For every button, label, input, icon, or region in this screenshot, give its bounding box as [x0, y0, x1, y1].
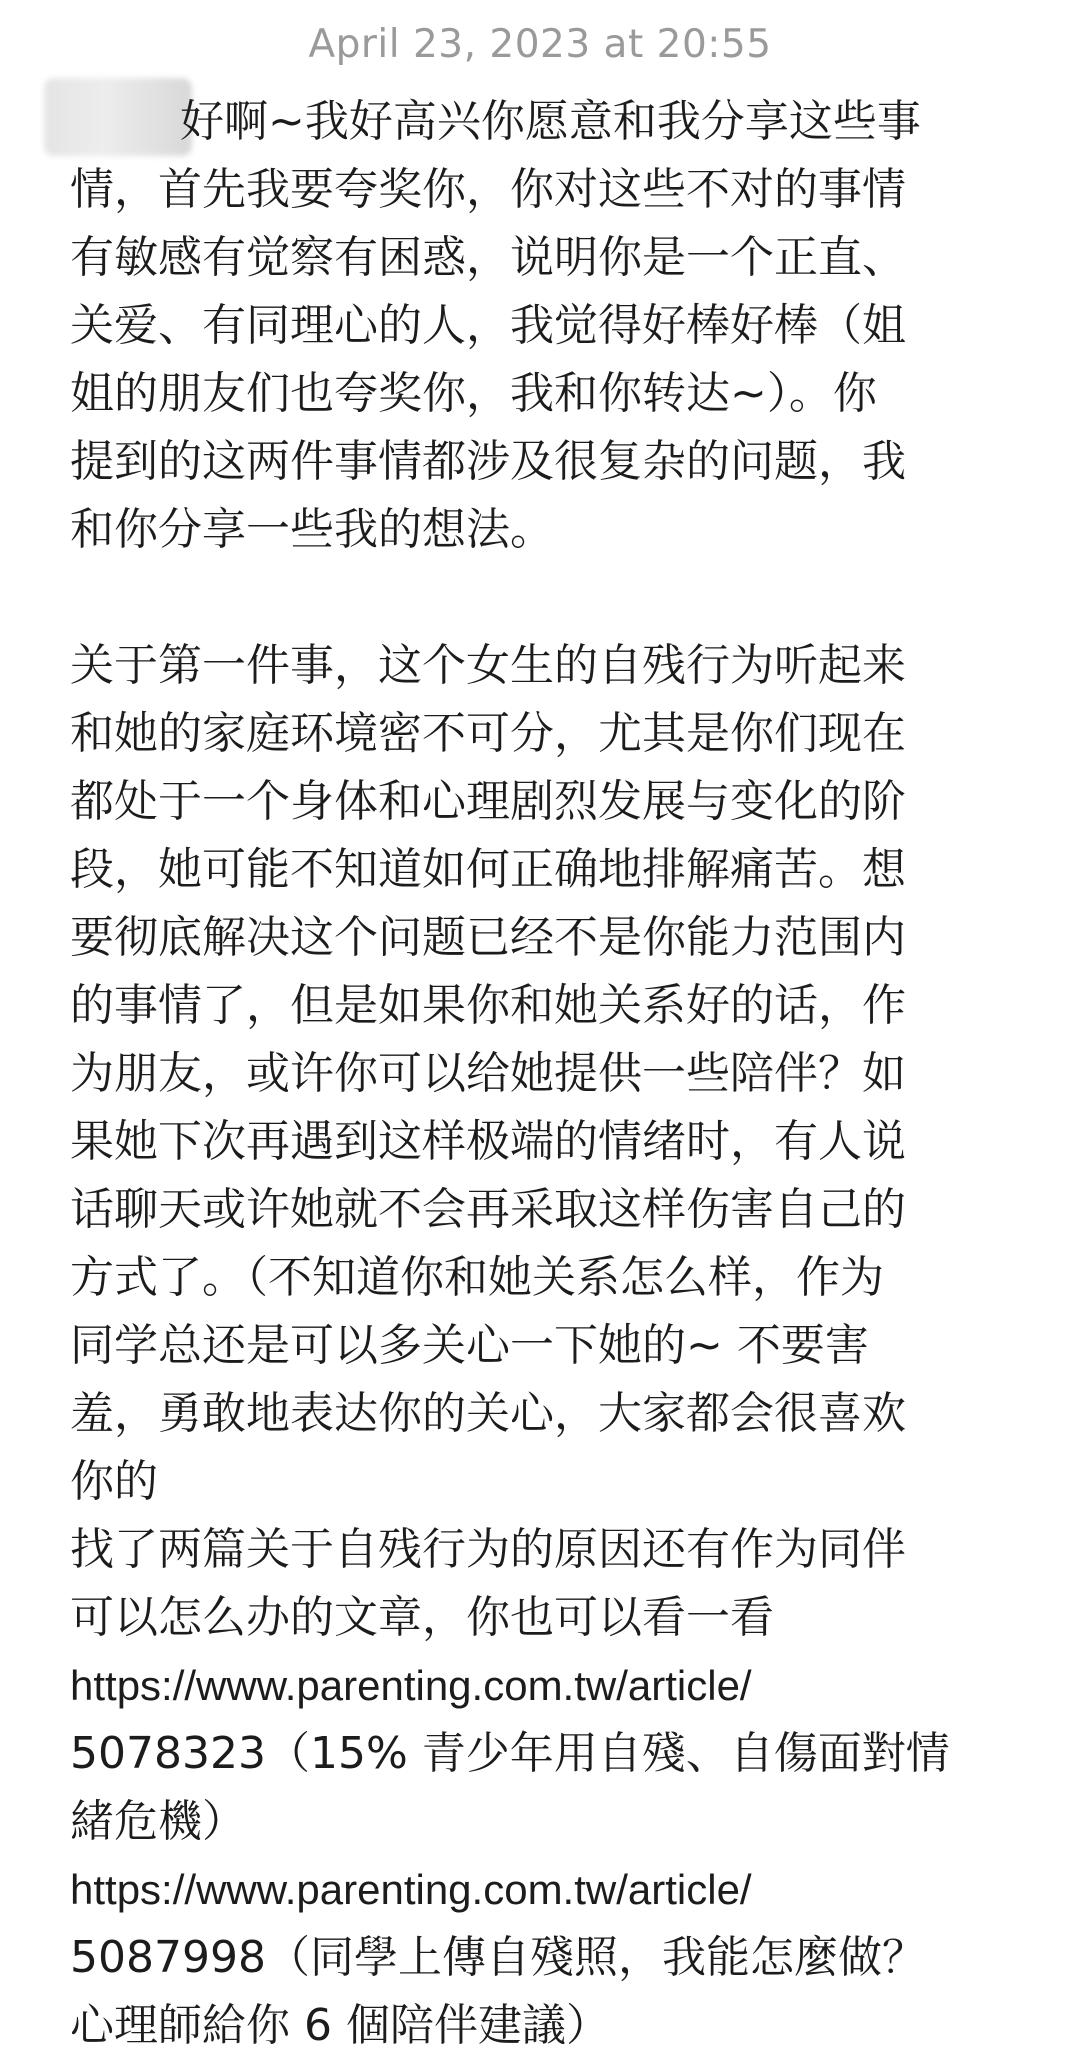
message-line: 段，她可能不知道如何正确地排解痛苦。想 [70, 844, 906, 895]
message-line: 方式了。（不知道你和她关系怎么样，作为 [70, 1252, 884, 1303]
message-timestamp: April 23, 2023 at 20:55 [308, 22, 772, 67]
message-body [70, 88, 1010, 2060]
message-line: 为朋友，或许你可以给她提供一些陪伴？如 [70, 1048, 906, 1099]
message-line: 姐的朋友们也夸奖你，我和你转达~）。你 [70, 368, 877, 419]
article-link-1[interactable]: https://www.parenting.com.tw/article/ [70, 1662, 752, 1709]
message-line: 5078323（15% 青少年用自殘、自傷面對情 [70, 1728, 950, 1779]
message-line: 提到的这两件事情都涉及很复杂的问题，我 [70, 436, 906, 487]
message-line: 可以怎么办的文章，你也可以看一看 [70, 1592, 774, 1643]
message-line: 同学总还是可以多关心一下她的~ 不要害 [70, 1320, 869, 1371]
message-line: 话聊天或许她就不会再采取这样伤害自己的 [70, 1184, 906, 1235]
message-line: 5087998（同學上傳自殘照，我能怎麼做？ [70, 1932, 926, 1983]
message-line: 心理師給你 6 個陪伴建議） [70, 2000, 610, 2051]
message-line: 你的 [70, 1456, 158, 1507]
message-line: 好啊~我好高兴你愿意和我分享这些事 [180, 96, 921, 147]
message-line: 都处于一个身体和心理剧烈发展与变化的阶 [70, 776, 906, 827]
message-line: 有敏感有觉察有困惑，说明你是一个正直、 [70, 232, 906, 283]
message-line: 情，首先我要夸奖你，你对这些不对的事情 [70, 164, 906, 215]
message-line: 的事情了，但是如果你和她关系好的话，作 [70, 980, 906, 1031]
message-line: 找了两篇关于自残行为的原因还有作为同伴 [70, 1524, 906, 1575]
message-line: 关于第一件事，这个女生的自残行为听起来 [70, 640, 906, 691]
message-line: 要彻底解决这个问题已经不是你能力范围内 [70, 912, 906, 963]
message-line: 和你分享一些我的想法。 [70, 504, 554, 555]
paragraph-gap [70, 564, 1010, 632]
message-line: 緒危機） [70, 1796, 246, 1847]
article-link-2[interactable]: https://www.parenting.com.tw/article/ [70, 1866, 752, 1913]
message-line: 果她下次再遇到这样极端的情绪时，有人说 [70, 1116, 906, 1167]
message-line: 羞，勇敢地表达你的关心，大家都会很喜欢 [70, 1388, 906, 1439]
message-line: 关爱、有同理心的人，我觉得好棒好棒（姐 [70, 300, 906, 351]
message-line: 和她的家庭环境密不可分，尤其是你们现在 [70, 708, 906, 759]
